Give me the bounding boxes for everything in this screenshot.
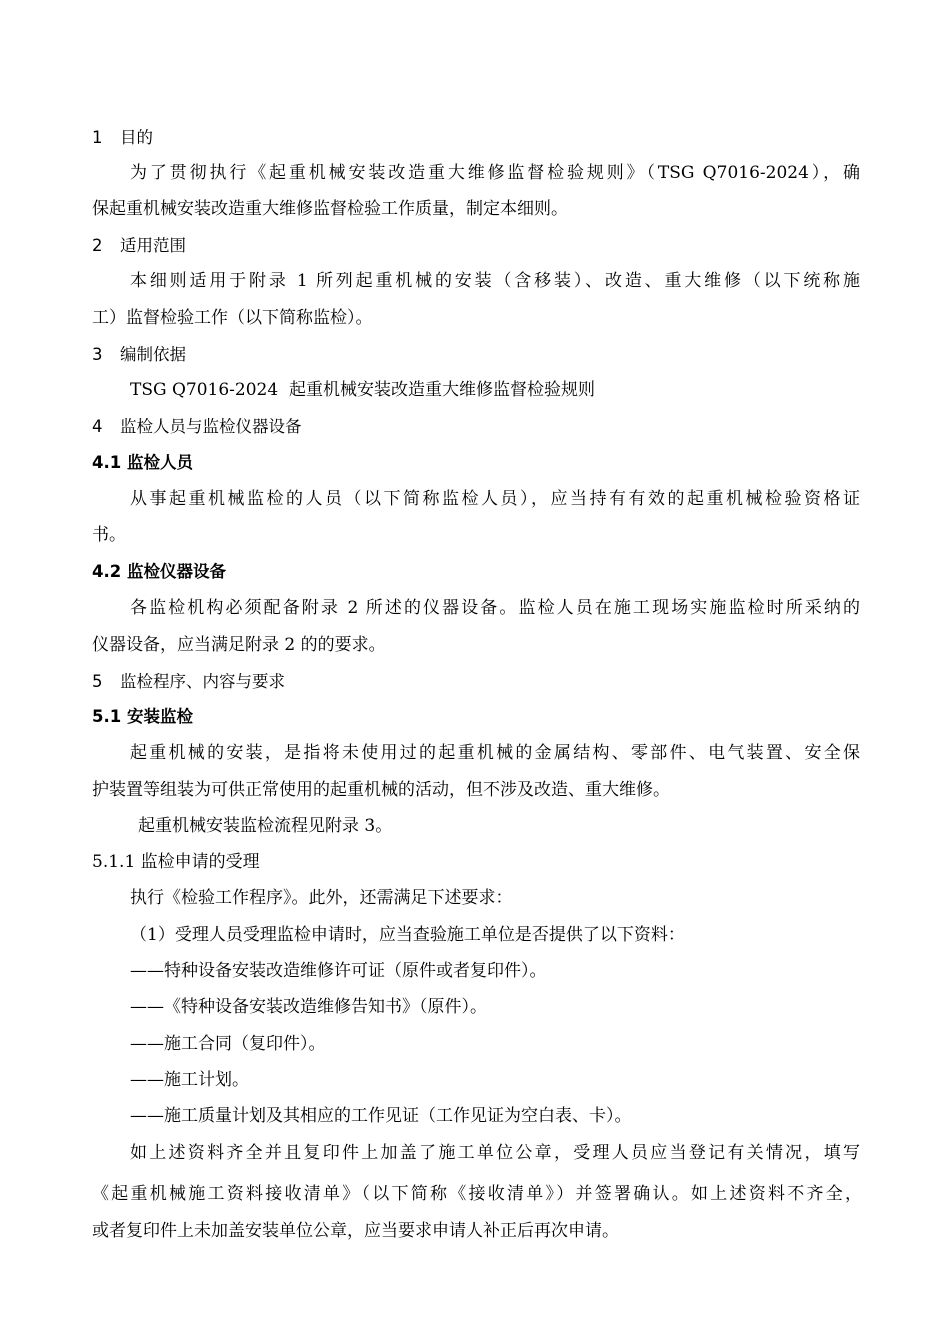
subsection-heading-5-1: 5.1 安装监检 [92,707,193,726]
paragraph-line: 从事起重机械监检的人员（以下简称监检人员），应当持有有效的起重机械检验资格证 [130,489,860,509]
subsection-heading-4-2: 4.2 监检仪器设备 [92,562,226,581]
section-number: 1 [92,128,103,147]
paragraph-line: 执行《检验工作程序》。此外，还需满足下述要求： [130,888,513,908]
paragraph-line: 保起重机械安装改造重大维修监督检验工作质量，制定本细则。 [92,199,568,219]
paragraph-line: 为了贯彻执行《起重机械安装改造重大维修监督检验规则》（TSG Q7016-2024），确 [130,163,860,183]
paragraph-line: 仪器设备，应当满足附录 2 的的要求。 [92,635,386,655]
paragraph-line: TSG Q7016-2024 起重机械安装改造重大维修监督检验规则 [130,380,595,400]
list-intro-line: （1）受理人员受理监检申请时，应当查验施工单位是否提供了以下资料： [130,925,685,945]
section-title: 目的 [120,128,153,147]
section-title: 编制依据 [120,345,186,364]
section-title: 监检程序、内容与要求 [120,672,285,691]
section-title: 适用范围 [120,236,186,255]
paragraph-line: 书。 [92,525,126,545]
list-item: ——施工质量计划及其相应的工作见证（工作见证为空白表、卡）。 [130,1106,632,1126]
paragraph-line: 起重机械的安装，是指将未使用过的起重机械的金属结构、零部件、电气装置、安全保 [130,743,860,763]
section-title: 监检人员与监检仪器设备 [120,417,302,436]
subsection-heading-4-1: 4.1 监检人员 [92,453,193,472]
paragraph-line: 工）监督检验工作（以下简称监检）。 [92,308,373,328]
section-number: 5 [92,672,103,691]
paragraph-line: 本细则适用于附录 1 所列起重机械的安装（含移装）、改造、重大维修（以下统称施 [130,271,860,291]
paragraph-line: 或者复印件上未加盖安装单位公章，应当要求申请人补正后再次申请。 [92,1221,619,1241]
section-heading-4 [92,416,862,438]
list-item: ——特种设备安装改造维修许可证（原件或者复印件）。 [130,961,547,981]
list-item: ——《特种设备安装改造维修告知书》（原件）。 [130,997,487,1017]
paragraph-line: 护装置等组装为可供正常使用的起重机械的活动，但不涉及改造、重大维修。 [92,780,670,800]
section-heading-5 [92,671,862,693]
list-item: ——施工合同（复印件）。 [130,1034,326,1054]
subsection-heading-5-1-1: 5.1.1 监检申请的受理 [92,852,260,872]
paragraph-line: 如上述资料齐全并且复印件上加盖了施工单位公章，受理人员应当登记有关情况，填写 [130,1143,860,1163]
paragraph-line: 各监检机构必须配备附录 2 所述的仪器设备。监检人员在施工现场实施监检时所采纳的 [130,598,860,618]
section-number: 4 [92,417,103,436]
paragraph-line: 起重机械安装监检流程见附录 3。 [138,816,393,836]
list-item: ——施工计划。 [130,1070,249,1090]
section-heading-2 [92,235,862,257]
section-heading-1 [92,127,862,149]
section-heading-3 [92,344,862,366]
paragraph-line: 《起重机械施工资料接收清单》（以下简称《接收清单》）并签署确认。如上述资料不齐全， [92,1184,862,1204]
section-number: 2 [92,236,103,255]
section-number: 3 [92,345,103,364]
